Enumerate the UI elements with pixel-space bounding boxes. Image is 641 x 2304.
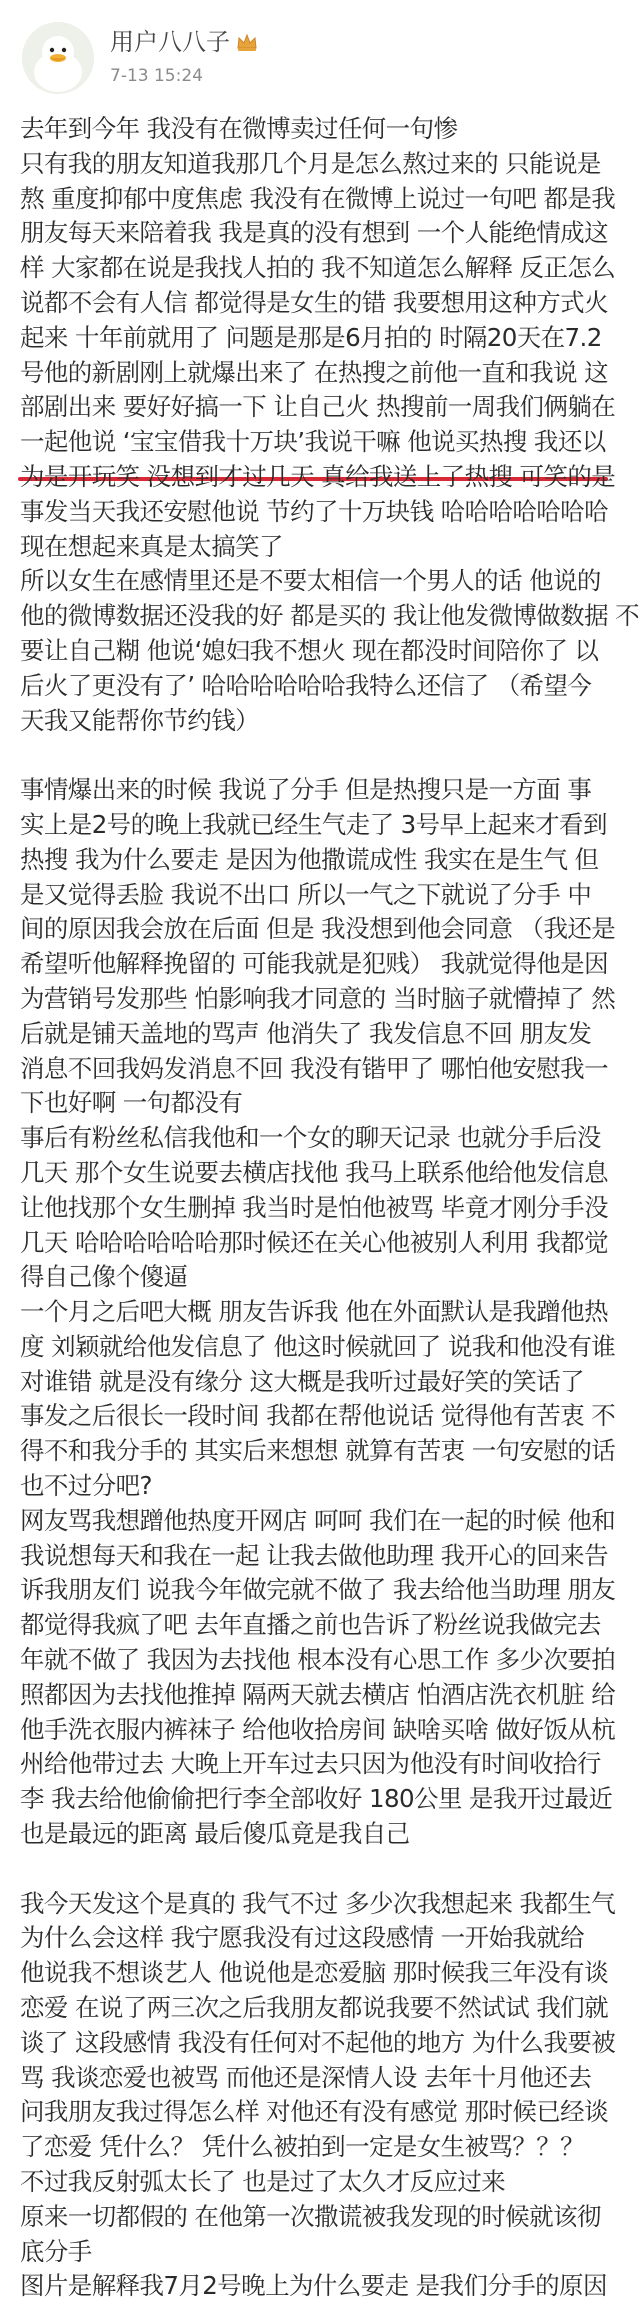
post-text-line: 诉我朋友们 说我今年做完就不做了 我去给他当助理 朋友 — [20, 1575, 616, 1605]
post-text-line: 样 大家都在说是我找人拍的 我不知道怎么解释 反正怎么 — [20, 253, 616, 283]
post-text-line: 底分手 — [20, 2236, 92, 2266]
post-text-line: 得自己像个傻逼 — [20, 1262, 188, 1292]
post-text-line: 一个月之后吧大概 朋友告诉我 他在外面默认是我蹭他热 — [20, 1297, 608, 1327]
post-text-line: 实上是2号的晚上我就已经生气走了 3号早上起来才看到 — [20, 809, 607, 839]
post-text-line: 天我又能帮你节约钱） — [20, 705, 259, 735]
post-text-line: 后就是铺天盖地的骂声 他消失了 我发信息不回 朋友发 — [20, 1018, 592, 1048]
post-text-line: 希望听他解释挽留的 可能我就是犯贱） 我就觉得他是因 — [20, 949, 608, 979]
post-text-line: 不过我反射弧太长了 也是过了太久才反应过来 — [20, 2167, 506, 2197]
post-text-line: 都觉得我疯了吧 去年直播之前也告诉了粉丝说我做完去 — [20, 1610, 601, 1640]
post-text-line: 几天 那个女生说要去横店找他 我马上联系他给他发信息 — [20, 1157, 608, 1187]
post-text-line: 为什么会这样 我宁愿我没有过这段感情 一开始我就给 — [20, 1923, 585, 1953]
post-text-line: 事情爆出来的时候 我说了分手 但是热搜只是一方面 事 — [20, 775, 592, 805]
post-text-line: 我说想每天和我在一起 让我去做他助理 我开心的回来告 — [20, 1540, 608, 1570]
post-text-line: 年就不做了 我因为去找他 根本没有心思工作 多少次要拍 — [20, 1645, 616, 1675]
post-text-line: 朋友每天来陪着我 我是真的没有想到 一个人能绝情成这 — [20, 218, 608, 248]
post-text-line: 事后有粉丝私信我他和一个女的聊天记录 也就分手后没 — [20, 1123, 601, 1153]
post-text-line: 骂 我谈恋爱也被骂 而他还是深情人设 去年十月他还去 — [20, 2062, 592, 2092]
crown-badge-icon — [236, 29, 258, 49]
post-text-line: 度 刘颖就给他发信息了 他这时候就回了 说我和他没有谁 — [20, 1331, 616, 1361]
post-text-line: 起来 十年前就用了 问题是那是6月拍的 时隔20天在7.2 — [20, 322, 602, 352]
post-text-line: 他手洗衣服内裤袜子 给他收拾房间 缺啥买啥 做好饭从杭 — [20, 1714, 616, 1744]
post-text-line: 谈了 这段感情 我没有任何对不起他的地方 为什么我要被 — [20, 2027, 616, 2057]
post-text-line: 是又觉得丢脸 我说不出口 所以一气之下就说了分手 中 — [20, 879, 592, 909]
duck-avatar-icon[interactable] — [22, 22, 94, 94]
post-text-line: 为是开玩笑 没想到才过几天 真给我送上了热搜 可笑的是 — [20, 461, 616, 491]
post-text-line: 恋爱 在说了两三次之后我朋友都说我要不然试试 我们就 — [20, 1993, 608, 2023]
post-text-line: 号他的新剧刚上就爆出来了 在热搜之前他一直和我说 这 — [20, 357, 608, 387]
post-text-line: 事发当天我还安慰他说 节约了十万块钱 哈哈哈哈哈哈哈 — [20, 496, 608, 526]
post-text-line: 原来一切都假的 在他第一次撒谎被我发现的时候就该彻 — [20, 2201, 601, 2231]
post-text-line: 为营销号发那些 怕影响我才同意的 当时脑子就懵掉了 然 — [20, 983, 616, 1013]
post-text-line: 网友骂我想蹭他热度开网店 呵呵 我们在一起的时候 他和 — [20, 1505, 616, 1535]
post-text-line: 李 我去给他偷偷把行李全部收好 180公里 是我开过最近 — [20, 1784, 613, 1814]
post-text-line: 对谁错 就是没有缘分 这大概是我听过最好笑的笑话了 — [20, 1366, 585, 1396]
paragraph-gap — [20, 1852, 620, 1887]
post-text-line: 州给他带过去 大晚上开车过去只因为他没有时间收拾行 — [20, 1749, 601, 1779]
post-text-line: 下也好啊 一句都没有 — [20, 1088, 243, 1118]
post-text-line: 让他找那个女生删掉 我当时是怕他被骂 毕竟才刚分手没 — [20, 1192, 608, 1222]
post-text-line: 现在想起来真是太搞笑了 — [20, 531, 283, 561]
post-text-line: 要让自己糊 他说‘媳妇我不想火 现在都没时间陪你了 以 — [20, 635, 599, 665]
post-text-line: 图片是解释我7月2号晚上为什么要走 是我们分手的原因 — [20, 2271, 607, 2301]
post-text-line: 熬 重度抑郁中度焦虑 我没有在微博上说过一句吧 都是我 — [20, 183, 616, 213]
post-text-line: 热搜 我为什么要走 是因为他撒谎成性 我实在是生气 但 — [20, 844, 599, 874]
post-text-line: 去年到今年 我没有在微博卖过任何一句惨 — [20, 114, 458, 143]
post-text-line: 所以女生在感情里还是不要太相信一个男人的话 他说的 — [20, 566, 601, 596]
post-text-line: 问我朋友我过得怎么样 对他还有没有感觉 那时候已经谈 — [20, 2097, 608, 2127]
post-text-line: 我今天发这个是真的 我气不过 多少次我想起来 我都生气 — [20, 1888, 616, 1918]
post-text-line: 部剧出来 要好好搞一下 让自己火 热搜前一周我们俩躺在 — [20, 392, 616, 422]
username[interactable] — [110, 27, 258, 57]
username-text[interactable]: 用户八八子 — [110, 28, 230, 56]
post-text-line: 也是最远的距离 最后傻瓜竟是我自己 — [20, 1819, 410, 1849]
post-header — [0, 0, 641, 100]
post-timestamp: 7-13 15:24 — [110, 66, 203, 86]
post-text-line: 后火了更没有了’ 哈哈哈哈哈哈我特么还信了 （希望今 — [20, 670, 592, 700]
post-text-line: 了恋爱 凭什么？ 凭什么被拍到一定是女生被骂？？？ — [20, 2132, 585, 2162]
post-body — [20, 112, 640, 2304]
post-text-line: 消息不回我妈发消息不回 我没有锴甲了 哪怕他安慰我一 — [20, 1053, 608, 1083]
post-text-line: 几天 哈哈哈哈哈哈那时候还在关心他被别人利用 我都觉 — [20, 1227, 608, 1257]
post-text-line: 他的微博数据还没我的好 都是买的 我让他发微博做数据 不 — [20, 601, 640, 631]
post-text-line: 间的原因我会放在后面 但是 我没想到他会同意 （我还是 — [20, 914, 616, 944]
post-text-line: 事发之后很长一段时间 我都在帮他说话 觉得他有苦衷 不 — [20, 1401, 616, 1431]
post-text-line: 一起他说 ‘宝宝借我十万块’我说干嘛 他说买热搜 我还以 — [20, 427, 606, 457]
post-text-line: 得不和我分手的 其实后来想想 就算有苦衷 一句安慰的话 — [20, 1436, 616, 1466]
post-text-line: 说都不会有人信 都觉得是女生的错 我要想用这种方式火 — [20, 287, 608, 317]
post-text-line: 照都因为去找他推掉 隔两天就去横店 怕酒店洗衣机脏 给 — [20, 1679, 616, 1709]
duck-avatar-icon-graphic — [22, 22, 94, 94]
post-text-line: 只有我的朋友知道我那几个月是怎么熬过来的 只能说是 — [20, 148, 601, 178]
post-text-line: 他说我不想谈艺人 他说他是恋爱脑 那时候我三年没有谈 — [20, 1958, 608, 1988]
paragraph-gap — [20, 738, 620, 773]
post-text-line: 也不过分吧? — [20, 1471, 152, 1501]
